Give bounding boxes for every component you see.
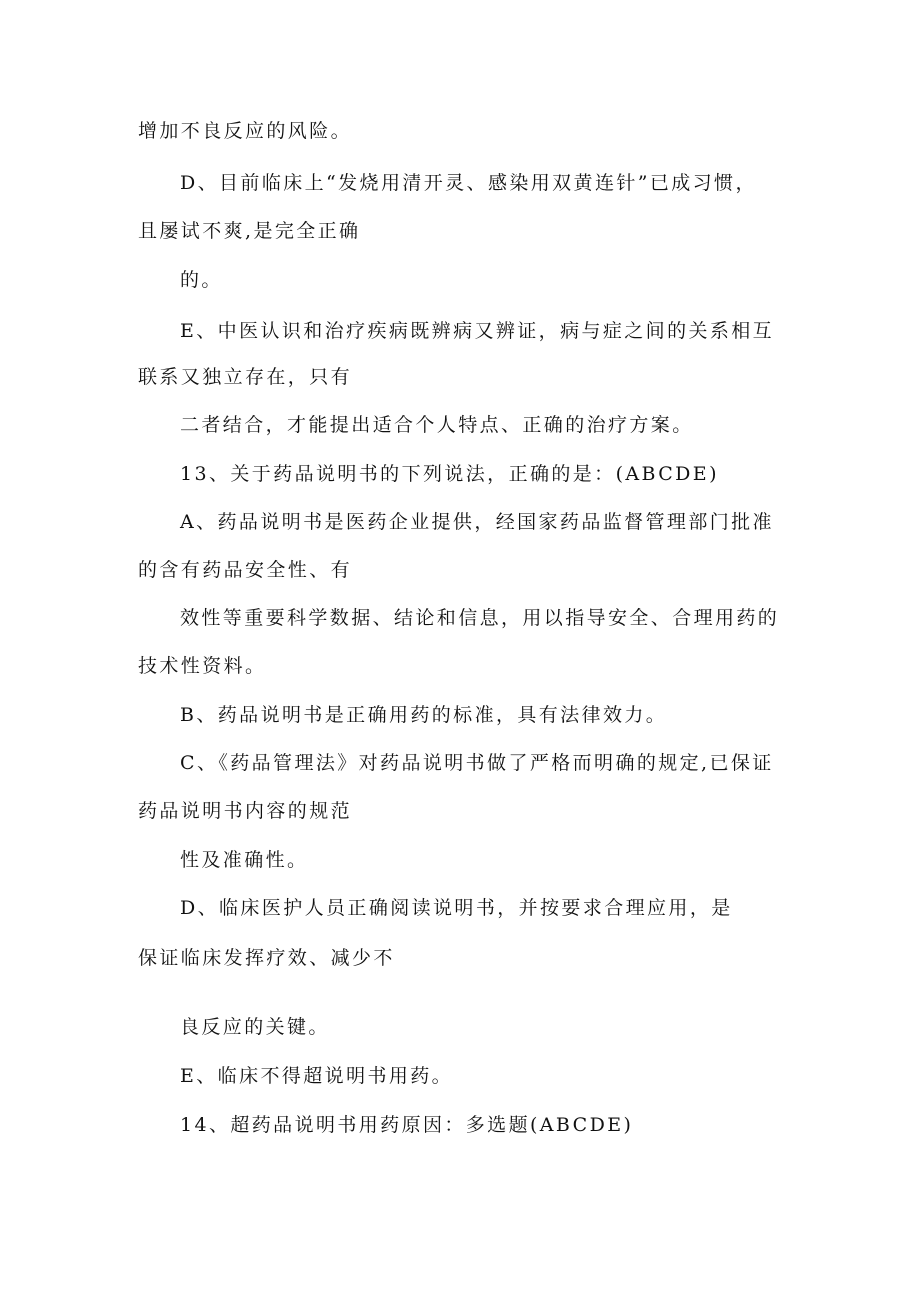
option-b-line: B、药品说明书是正确用药的标准，具有法律效力。: [180, 704, 668, 726]
option-e-line: E、临床不得超说明书用药。: [180, 1065, 454, 1087]
text-line: 良反应的关键。: [180, 1016, 330, 1038]
text-line: 增加不良反应的风险。: [138, 120, 353, 142]
text-line: 性及准确性。: [180, 849, 309, 871]
option-e-line: E、中医认识和治疗疾病既辨病又辨证，病与症之间的关系相互: [180, 320, 775, 342]
text-line: 效性等重要科学数据、结论和信息，用以指导安全、合理用药的: [180, 607, 780, 629]
text-line: 联系又独立存在，只有: [138, 366, 353, 388]
text-line: 技术性资料。: [138, 655, 267, 677]
text-line: 二者结合，才能提出适合个人特点、正确的治疗方案。: [180, 414, 694, 436]
option-d-line: D、目前临床上“发烧用清开灵、感染用双黄连针”已成习惯，: [180, 172, 757, 194]
option-c-line: C、《药品管理法》对药品说明书做了严格而明确的规定,已保证: [180, 752, 774, 774]
text-line: 的含有药品安全性、有: [138, 559, 353, 581]
text-line: 药品说明书内容的规范: [138, 800, 353, 822]
text-line: 保证临床发挥疗效、减少不: [138, 947, 395, 969]
text-line: 且屡试不爽,是完全正确: [138, 220, 361, 242]
option-a-line: A、药品说明书是医药企业提供，经国家药品监督管理部门批准: [180, 511, 774, 533]
option-d-line: D、临床医护人员正确阅读说明书，并按要求合理应用，是: [180, 897, 733, 919]
question-13: 13、关于药品说明书的下列说法，正确的是：(ABCDE): [180, 463, 719, 485]
question-14: 14、超药品说明书用药原因：多选题(ABCDE): [180, 1114, 634, 1136]
text-line: 的。: [180, 269, 223, 291]
